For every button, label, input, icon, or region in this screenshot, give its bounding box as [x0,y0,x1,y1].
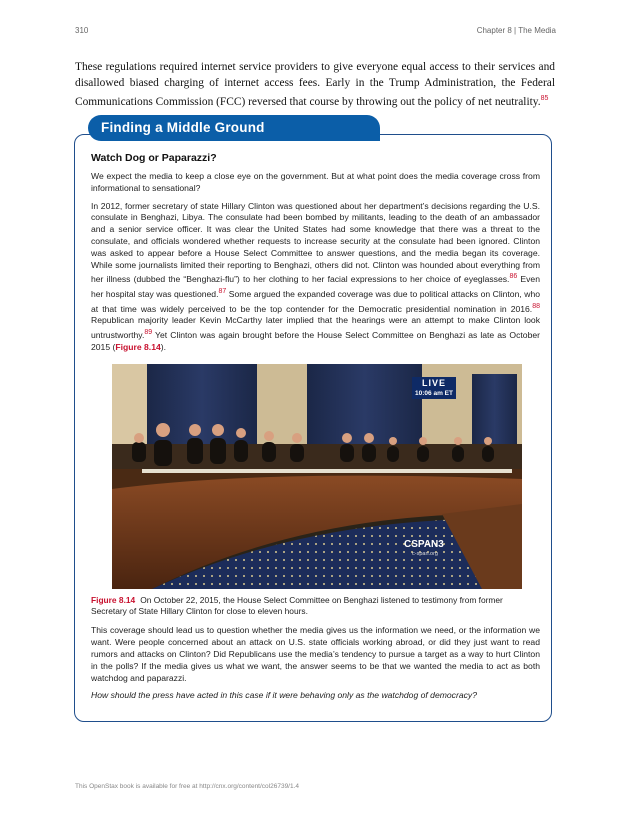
hearing-photo [112,364,522,589]
p2-text-5: Yet Clinton was again brought before the House Select Committee on Benghazi as late as October 2015 ( [91,330,540,352]
feature-heading: Watch Dog or Paparazzi? [91,152,217,164]
feature-paragraph-1: We expect the media to keep a close eye on the government. But at what point does the media coverage cross from informational to sensational? [91,171,540,193]
live-time: 10:06 am ET [412,389,456,399]
feature-paragraph-3: This coverage should lead us to question whether the media gives us the information we need, or the information we want. Were people concerned about an attack on U.S. state officials working abroad, or did they just want to read rumors and attacks on Clinton? Did Republicans use the media’s tendency to pursue a target as a way to hurt Clinton in the polls? If the media gives us what we want, the answer seems to be that we wanted the media to act as both watchdog and paparazzi. [91,625,540,683]
p2-text-1: In 2012, former secretary of state Hillary Clinton was questioned about her department’s decisions regarding the U.S. consulate in Benghazi, Libya. The consulate had been bombed by militants, leading to the death of an ambassador and a senior service officer. It was clear the United States had some knowledge that there was a threat to the consulate, and officials wondered whether requests to increase security at the consulate had been ignored. Clinton was asked to appear before a House Select Committee to answer questions, and the media began its coverage. While some journalists limited their reporting to Benghazi, others did not. Clinton was hounded about everything from her illness (dubbed the “Benghazi-flu”) to her clothing to her facial expressions to her choice of eyeglasses. [91,200,540,285]
feature-tab [88,115,380,141]
feature-content [91,152,540,708]
cspan-logo: CSPAN3 [404,538,444,550]
footer-note: This OpenStax book is available for free at http://cnx.org/content/col26739/1.4 [75,783,300,790]
page-number: 310 [75,26,89,35]
cspan-url: c-span.org [412,550,438,557]
p2-text-3: Some argued the expanded coverage was due to political attacks on Clinton, who at that time was widely perceived to be the top contender for the Democratic presidential nomination in 2016. [91,288,541,314]
intro-text: These regulations required internet service providers to give everyone equal access to their services and disallowed biased charging of internet access fees. Early in the Trump Administration, the Federal Communications Commission (FCC) reversed that course by throwing out the policy of net neutrality. [75,61,555,108]
feature-paragraph-2 [91,201,540,354]
footnote-ref-87[interactable]: 87 [218,288,227,296]
p2-text-2: Even her hospital stay was questioned. [91,274,540,299]
p2-text-4: Republican majority leader Kevin McCarthy later implied that the hearings were an attempt to make Clinton look untrustworthy. [91,315,540,340]
footnote-ref-85[interactable]: 85 [540,95,549,102]
footnote-ref-86[interactable]: 86 [509,273,518,281]
caption-label: Figure 8.14 [91,594,136,605]
feature-tab-title: Finding a Middle Ground [101,120,265,135]
chapter-header: Chapter 8 | The Media [476,26,556,35]
live-badge: LIVE [412,377,456,389]
p2-text-6: ). [160,341,166,352]
discussion-question: How should the press have acted in this case if it were behaving only as the watchdog of democracy? [91,690,477,701]
footnote-ref-89[interactable]: 89 [144,329,153,337]
intro-paragraph [75,60,555,110]
figure-8-14-link[interactable]: Figure 8.14 [115,341,161,352]
footnote-ref-88[interactable]: 88 [532,302,540,310]
caption-text: On October 22, 2015, the House Select Committee on Benghazi listened to testimony from former Secretary of State Hillary Clinton for close to eleven hours. [91,594,503,616]
feature-box [74,134,552,722]
hearing-photo-image [112,364,522,589]
figure-caption [91,595,540,618]
